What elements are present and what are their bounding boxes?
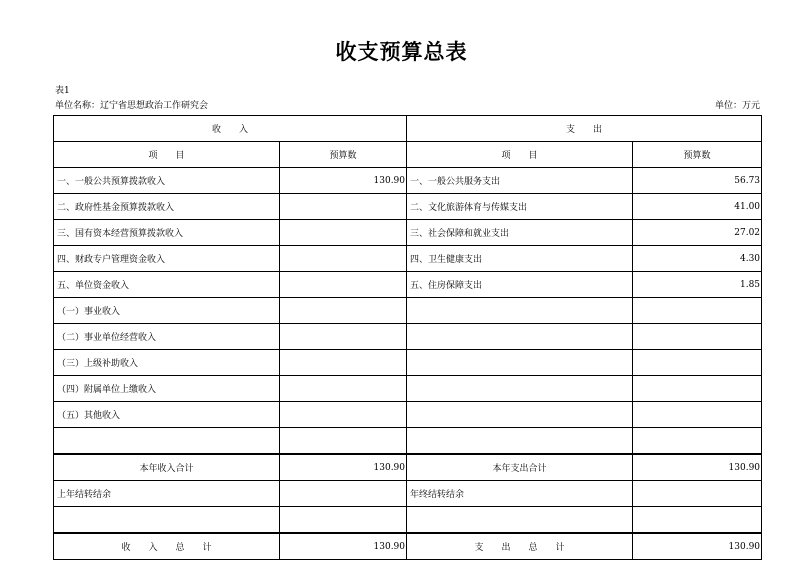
expense-value (633, 298, 762, 324)
prior-year-carryover-value (280, 481, 407, 507)
carry-over-row (54, 481, 762, 507)
expense-value: 1.85 (633, 272, 762, 298)
income-header: 收 入 (54, 116, 407, 142)
expense-value (633, 324, 762, 350)
income-item: （三）上级补助收入 (54, 350, 280, 376)
grand-income-total-value: 130.90 (280, 533, 407, 560)
expense-item (407, 376, 633, 402)
expense-item: 一、一般公共服务支出 (407, 168, 633, 194)
expense-item (407, 350, 633, 376)
income-item: 四、财政专户管理资金收入 (54, 246, 280, 272)
income-item: 三、国有资本经营预算拨款收入 (54, 220, 280, 246)
year-end-carryover-label: 年终结转结余 (407, 481, 633, 507)
expense-value (633, 402, 762, 428)
year-income-total-label: 本年收入合计 (54, 454, 280, 481)
income-value (280, 402, 407, 428)
income-item: （四）附属单位上缴收入 (54, 376, 280, 402)
income-item: （二）事业单位经营收入 (54, 324, 280, 350)
expense-item-header: 项 目 (407, 142, 633, 168)
table-row (54, 324, 762, 350)
section-header-row (54, 116, 762, 142)
table-row (54, 428, 762, 455)
expense-value: 27.02 (633, 220, 762, 246)
expense-item (407, 298, 633, 324)
table-number: 表1 (55, 86, 70, 96)
grand-expense-total-value: 130.90 (633, 533, 762, 560)
grand-income-total-label: 收 入 总 计 (54, 533, 280, 560)
income-item: （一）事业收入 (54, 298, 280, 324)
table-row (54, 402, 762, 428)
expense-item: 三、社会保障和就业支出 (407, 220, 633, 246)
income-item: （五）其他收入 (54, 402, 280, 428)
prior-year-carryover-label: 上年结转结余 (54, 481, 280, 507)
unit-name: 单位名称：辽宁省思想政治工作研究会 (55, 101, 209, 111)
year-expense-total-label: 本年支出合计 (407, 454, 633, 481)
currency-unit: 单位：万元 (714, 101, 760, 111)
income-value (280, 428, 407, 455)
income-value (280, 272, 407, 298)
income-item: 一、一般公共预算拨款收入 (54, 168, 280, 194)
income-value (280, 194, 407, 220)
table-row (54, 376, 762, 402)
expense-item: 五、住房保障支出 (407, 272, 633, 298)
income-value: 130.90 (280, 168, 407, 194)
table-row (54, 168, 762, 194)
table-row (54, 246, 762, 272)
expense-value (633, 376, 762, 402)
page-title: 收支预算总表 (335, 40, 468, 64)
year-expense-total-value: 130.90 (633, 454, 762, 481)
grand-total-row (54, 533, 762, 560)
expense-value: 4.30 (633, 246, 762, 272)
expense-item: 二、文化旅游体育与传媒支出 (407, 194, 633, 220)
income-value (280, 220, 407, 246)
expense-item (407, 324, 633, 350)
blank-row (54, 507, 762, 534)
table-row (54, 220, 762, 246)
table-row (54, 194, 762, 220)
expense-item (407, 428, 633, 455)
expense-header: 支 出 (407, 116, 762, 142)
income-item: 二、政府性基金预算拨款收入 (54, 194, 280, 220)
budget-table (53, 115, 762, 560)
table-row (54, 298, 762, 324)
expense-budget-header: 预算数 (633, 142, 762, 168)
income-budget-header: 预算数 (280, 142, 407, 168)
expense-item (407, 402, 633, 428)
income-value (280, 246, 407, 272)
income-value (280, 376, 407, 402)
expense-value: 56.73 (633, 168, 762, 194)
column-header-row (54, 142, 762, 168)
income-value (280, 298, 407, 324)
expense-value (633, 428, 762, 455)
table-row (54, 350, 762, 376)
income-item-header: 项 目 (54, 142, 280, 168)
year-total-row (54, 454, 762, 481)
income-value (280, 350, 407, 376)
year-end-carryover-value (633, 481, 762, 507)
expense-value (633, 350, 762, 376)
expense-item: 四、卫生健康支出 (407, 246, 633, 272)
grand-expense-total-label: 支 出 总 计 (407, 533, 633, 560)
year-income-total-value: 130.90 (280, 454, 407, 481)
income-item (54, 428, 280, 455)
table-row (54, 272, 762, 298)
expense-value: 41.00 (633, 194, 762, 220)
income-value (280, 324, 407, 350)
income-item: 五、单位资金收入 (54, 272, 280, 298)
